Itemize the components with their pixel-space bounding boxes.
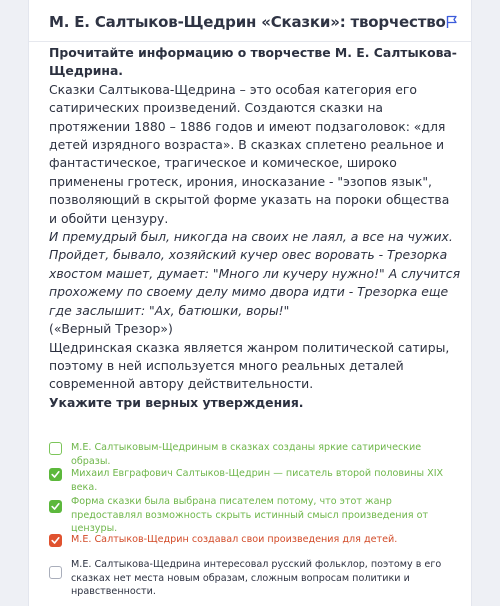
checkbox-icon[interactable] (49, 442, 62, 455)
answer-option-label: М.Е. Салтыкова-Щедрина интересовал русский фольклор, поэтому в его сказках нет места новым образам, сложным вопросам политики и нравственности. (71, 559, 442, 597)
task-source: («Верный Трезор») (49, 321, 173, 337)
checkbox-checked-icon[interactable] (49, 500, 62, 513)
question-card (28, 0, 472, 606)
checkmark-icon (51, 536, 60, 545)
task-intro: Сказки Салтыкова-Щедрина – это особая категория его сатирических произведений. Создаются сказки на протяжении 1880 – 1886 годов и имеют подзаголовок: «для детей изрядного возраста». В сказках сплетено реальное и фантастическое, трагическое и комическое, широко применены гротеск, ирония, иносказание - "эзопов язык", позволяющий в скрытой форме указать на пороки общества и обойти цензуру. (49, 81, 450, 226)
checkbox-checked-icon[interactable] (49, 468, 62, 481)
task-ask: Укажите три верных утверждения. (49, 394, 304, 410)
task-lead: Прочитайте информацию о творчестве М. Е. Салтыкова-Щедрина. (49, 45, 457, 79)
flag-icon[interactable] (446, 15, 458, 29)
task-quote: И премудрый был, никогда на своих не лаял, а все на чужих. Пройдет, бывало, хозяйский кучер овес воровать - Трезорка хвостом машет, думает: "Много ли кучеру нужно!" А случится прохожему по своему делу мимо двора идти - Трезорка еще где заслышит: "Ах, батюшки, воры!" (49, 229, 461, 318)
checkmark-icon (51, 470, 60, 479)
answer-option-label: М.Е. Салтыков-Щедрин создавал свои произведения для детей. (71, 534, 398, 545)
answer-option-label: Михаил Евграфович Салтыков-Щедрин — писатель второй половины XIX века. (71, 468, 444, 493)
checkbox-icon[interactable] (49, 566, 62, 579)
checkmark-icon (51, 502, 60, 511)
answer-option-label: Форма сказки была выбрана писателем потому, что этот жанр предоставлял возможность скрыть истинный смысл произведения от цензуры. (71, 496, 429, 534)
header-divider (29, 41, 471, 42)
checkbox-checked-icon[interactable] (49, 534, 62, 547)
task-after: Щедринская сказка является жанром политической сатиры, поэтому в ней используется много реальных деталей современной автору действительности. (49, 339, 450, 392)
answer-option-label: М.Е. Салтыковым-Щедриным в сказках созданы яркие сатирические образы. (71, 442, 422, 467)
task-text (49, 44, 461, 412)
page-title: М. Е. Салтыков-Щедрин «Сказки»: творчество (49, 13, 446, 31)
